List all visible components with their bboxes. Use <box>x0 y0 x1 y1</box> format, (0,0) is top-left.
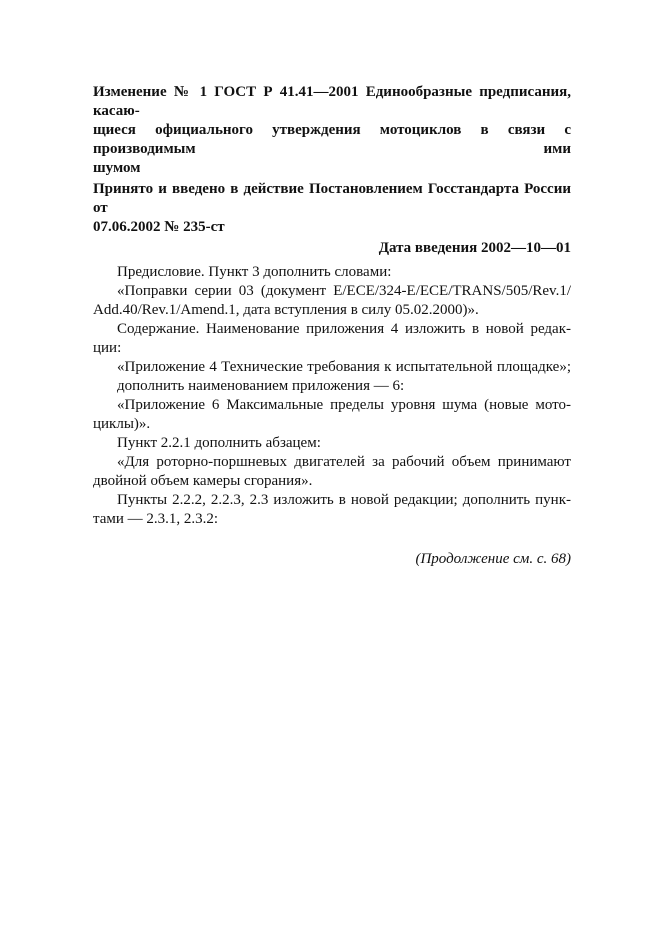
body-line: Пункты 2.2.2, 2.2.3, 2.3 изложить в новой редакции; дополнить пунк- <box>117 492 571 508</box>
body-line: циклы)». <box>93 416 151 432</box>
effective-date <box>93 239 571 258</box>
body-line: Предисловие. Пункт 3 дополнить словами: <box>117 264 392 280</box>
continuation-text: (Продолжение см. с. 68) <box>415 551 571 567</box>
body-line: Пункт 2.2.1 дополнить абзацем: <box>117 435 321 451</box>
document-body <box>93 263 571 529</box>
body-line: дополнить наименованием приложения — 6: <box>117 378 405 394</box>
title-line: шумом <box>93 160 141 176</box>
body-line: «Приложение 6 Максимальные пределы уровня шума (новые мото- <box>117 397 571 413</box>
document-title <box>93 83 571 178</box>
continuation-note <box>93 550 571 569</box>
body-line: Add.40/Rev.1/Amend.1, дата вступления в силу 05.02.2000)». <box>93 302 479 318</box>
body-line: двойной объем камеры сгорания». <box>93 473 313 489</box>
body-line: «Для роторно-поршневых двигателей за рабочий объем принимают <box>117 454 571 470</box>
adoption-line: Принято и введено в действие Постановлением Госстандарта России от <box>93 181 571 216</box>
document-page <box>93 0 571 609</box>
title-line: Изменение № 1 ГОСТ Р 41.41—2001 Единообразные предписания, касаю- <box>93 84 571 119</box>
adoption-note <box>93 180 571 237</box>
body-line: «Поправки серии 03 (документ E/ECE/324-E/ECE/TRANS/505/Rev.1/ <box>117 283 571 299</box>
adoption-line: 07.06.2002 № 235-ст <box>93 219 225 235</box>
title-line: щиеся официального утверждения мотоциклов в связи с производимым ими <box>93 122 571 157</box>
effective-date-text: Дата введения 2002—10—01 <box>378 240 571 256</box>
body-line: тами — 2.3.1, 2.3.2: <box>93 511 219 527</box>
body-line: «Приложение 4 Технические требования к испытательной площадке»; <box>117 359 571 375</box>
body-line: ции: <box>93 340 122 356</box>
body-line: Содержание. Наименование приложения 4 изложить в новой редак- <box>117 321 571 337</box>
